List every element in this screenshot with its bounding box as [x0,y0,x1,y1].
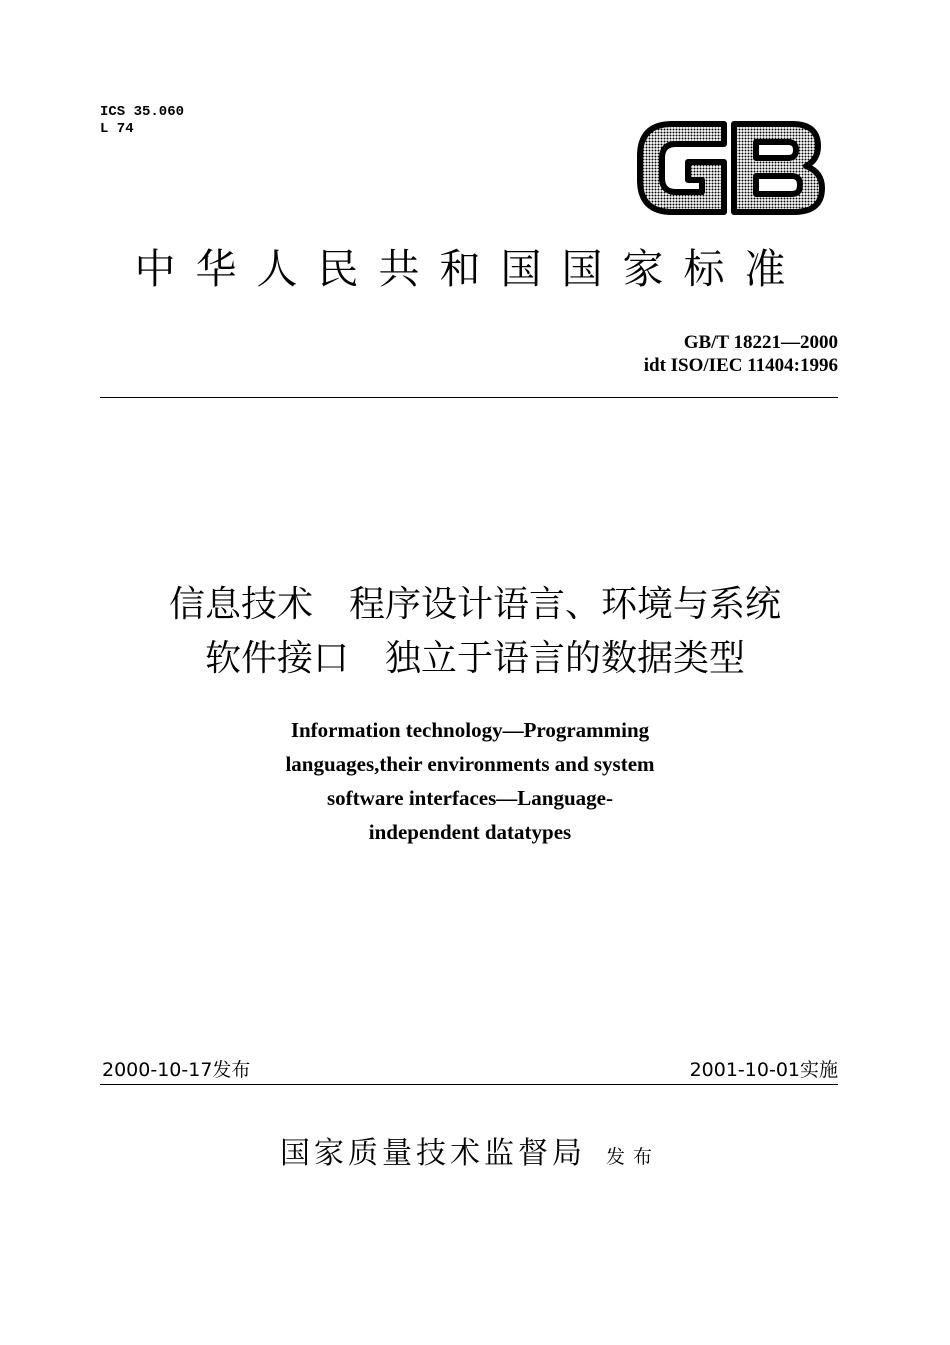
chinese-title-line-1: 信息技术 程序设计语言、环境与系统 [168,584,781,625]
footer-divider [100,1084,838,1085]
standard-number [644,331,838,377]
ics-code: ICS 35.060 [100,104,185,120]
ccs-code: L 74 [100,121,134,137]
equivalent-standard: idt ISO/IEC 11404:1996 [643,355,838,376]
gb-logo [636,116,826,220]
effective-date: 2001-10-01实施 [689,1059,838,1081]
standard-category-title: 中华人民共和国国家标准 [134,245,806,293]
ics-classification [100,104,184,138]
chinese-title-line-2: 软件接口 独立于语言的数据类型 [204,638,745,679]
english-title [100,713,840,849]
chinese-title [60,578,890,686]
header-divider [100,397,838,398]
english-title-line-1: Information technology—Programming [290,718,650,742]
issue-date: 2000-10-17发布 [102,1059,251,1081]
standard-code: GB/T 18221—2000 [683,332,838,353]
publisher-action: 发布 [605,1146,660,1168]
english-title-line-2: languages,their environments and system [285,752,655,776]
publisher-organization: 国家质量技术监督局 [279,1136,586,1171]
publisher [100,1128,840,1172]
english-title-line-3: software interfaces—Language- [327,786,613,810]
gb-logo-graphic [636,116,826,220]
english-title-line-4: independent datatypes [368,820,572,844]
